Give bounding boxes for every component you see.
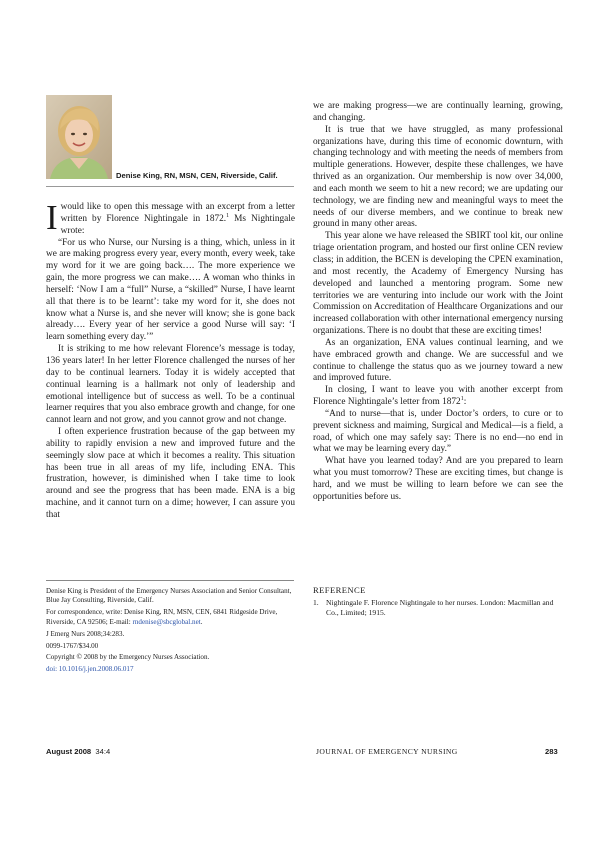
paragraph-frustration: I often experience frustration because of the gap between my ability to rapidly envision a new and improved future and the seemingly slow pace at which it becomes a reality. This situation has been true in all areas of my life, including ENA. This frustration, however, is diminished when I take time to look around and see the progress that has been made. ENA is a big machine, and it cannot turn on a dime; however, I can assure you that [46, 427, 295, 520]
email-link[interactable]: rndenise@sbcglobal.net [132, 617, 201, 626]
doi-link[interactable]: doi: 10.1016/j.jen.2008.06.017 [46, 665, 134, 674]
nightingale-quote [46, 238, 295, 345]
footer-volume: 34:4 [95, 747, 111, 756]
paragraph-closing-intro [313, 385, 563, 409]
correspondence [46, 608, 296, 627]
paragraph-struggle: It is true that we have struggled, as many professional organizations have, during this time of economic downturn, with changing technology and with meeting the needs of members from multiple generations. However, despite these challenges, we have thrived as an organization. Our membership is now over 34,000, and each month we seem to hit a new record; we are updating our technology, we are finding new and meaningful ways to meet the needs of our diverse members, and we continue to break new ground in many other areas. [313, 124, 563, 230]
paragraph-this-year: This year alone we have released the SBIRT tool kit, our online triage orientation program, and hosted our first online CEN review class; in addition, the BCEN is developing the CPEN examination, and most recently, the Academy of Emergency Nursing has developed and launched a mentoring program. Some new territories we are venturing into include our work with the Joint Commission on Accreditation of Healthcare Organizations and our increased collaboration with other international emergency nursing organizations. There is no doubt that these are exciting times! [313, 231, 563, 337]
citation: J Emerg Nurs 2008;34:283. [46, 629, 125, 638]
footnote-marker: 1 [460, 396, 464, 402]
footnote-divider [46, 580, 294, 581]
reference-text: Nightingale F. Florence Nightingale to her nurses. London: Macmillan and Co., Limited; 1915. [326, 598, 554, 617]
opening-text: would like to open this message with an excerpt from a letter written by Florence Nightingale in 1872. [60, 202, 295, 224]
reference-heading: REFERENCE [313, 585, 366, 595]
quote-text: “For us who Nurse, our Nursing is a thing, which, unless in it we are making progress every year, every month, every week, take my word for it we are going back…. The more experience we gain, the more progress we can make…. A woman who thinks in herself: ‘Now I am a “full” Nurse, a “skilled” Nurse, I have learnt all that there is to be learnt’: take my word for it, she does not know what a Nurse is, and she never will know; she is gone back already…. Every year of her service a good Nurse will say: ‘I learn something every day.’” [46, 237, 295, 343]
paragraph-relevance: It is striking to me how relevant Florence’s message is today, 136 years later! In her letter Florence challenged the nurses of her day to be continual learners. Today it is widely accepted that continual learning is a hallmark not only of leadership and emotional intelligence but of success as well. To be a continual learner requires that you also embrace growth and change, for one cannot learn and not grow, and you cannot grow and not change. [46, 344, 295, 426]
paragraph-organization: As an organization, ENA values continual learning, and we have embraced growth and change. We are successful and we continue to challenge the status quo as we journey toward a new and improved future. [313, 337, 563, 384]
paragraph-final: What have you learned today? And are you prepared to learn what you must tomorrow? These are exciting times, but change is hard, and we must be willing to learn before we can see the opportunities before us. [313, 456, 563, 502]
reference-number: 1. [313, 598, 319, 607]
footer-month: August 2008 [46, 747, 92, 756]
opening-text-end: Ms Nightingale wrote: [60, 213, 295, 236]
reference-item [313, 598, 563, 618]
right-column [313, 101, 563, 504]
paragraph-continued: we are making progress—we are continually learning, growing, and changing. [313, 101, 563, 123]
footer-page-number: 283 [545, 747, 558, 756]
footer-date [46, 747, 110, 756]
author-bio: Denise King is President of the Emergency Nurses Association and Senior Consultant, Blue Jay Consulting, Riverside, Calif. [46, 587, 292, 605]
author-caption: Denise King, RN, MSN, CEN, Riverside, Calif. [116, 171, 278, 180]
left-column [46, 198, 295, 522]
drop-cap: I [46, 198, 58, 237]
author-photo [46, 95, 112, 179]
closing-intro-text: In closing, I want to leave you with another excerpt from Florence Nightingale’s letter from 1872 [313, 385, 563, 408]
nightingale-quote-2: “And to nurse—that is, under Doctor’s orders, to cure or to prevent sickness and maiming, Surgical and Medical—is a field, a road, of which one may safely say: There is no end—no end in what we may be learning every day.” [313, 408, 563, 455]
correspondence-text: For correspondence, write: Denise King, RN, MSN, CEN, 6841 Ridgeside Drive, Riverside, CA 92506; E-mail: [46, 608, 278, 626]
issn: 0099-1767/$34.00 [46, 641, 99, 650]
footnote-marker: 1 [226, 212, 230, 219]
reference-list [313, 598, 563, 618]
correspondence-end: . [200, 617, 203, 626]
closing-intro-end: : [463, 397, 467, 408]
footer-journal: JOURNAL OF EMERGENCY NURSING [316, 747, 458, 756]
copyright: Copyright © 2008 by the Emergency Nurses Association. [46, 653, 210, 662]
opening-paragraph [46, 198, 295, 238]
author-footnotes [46, 587, 296, 677]
caption-divider [46, 186, 294, 187]
